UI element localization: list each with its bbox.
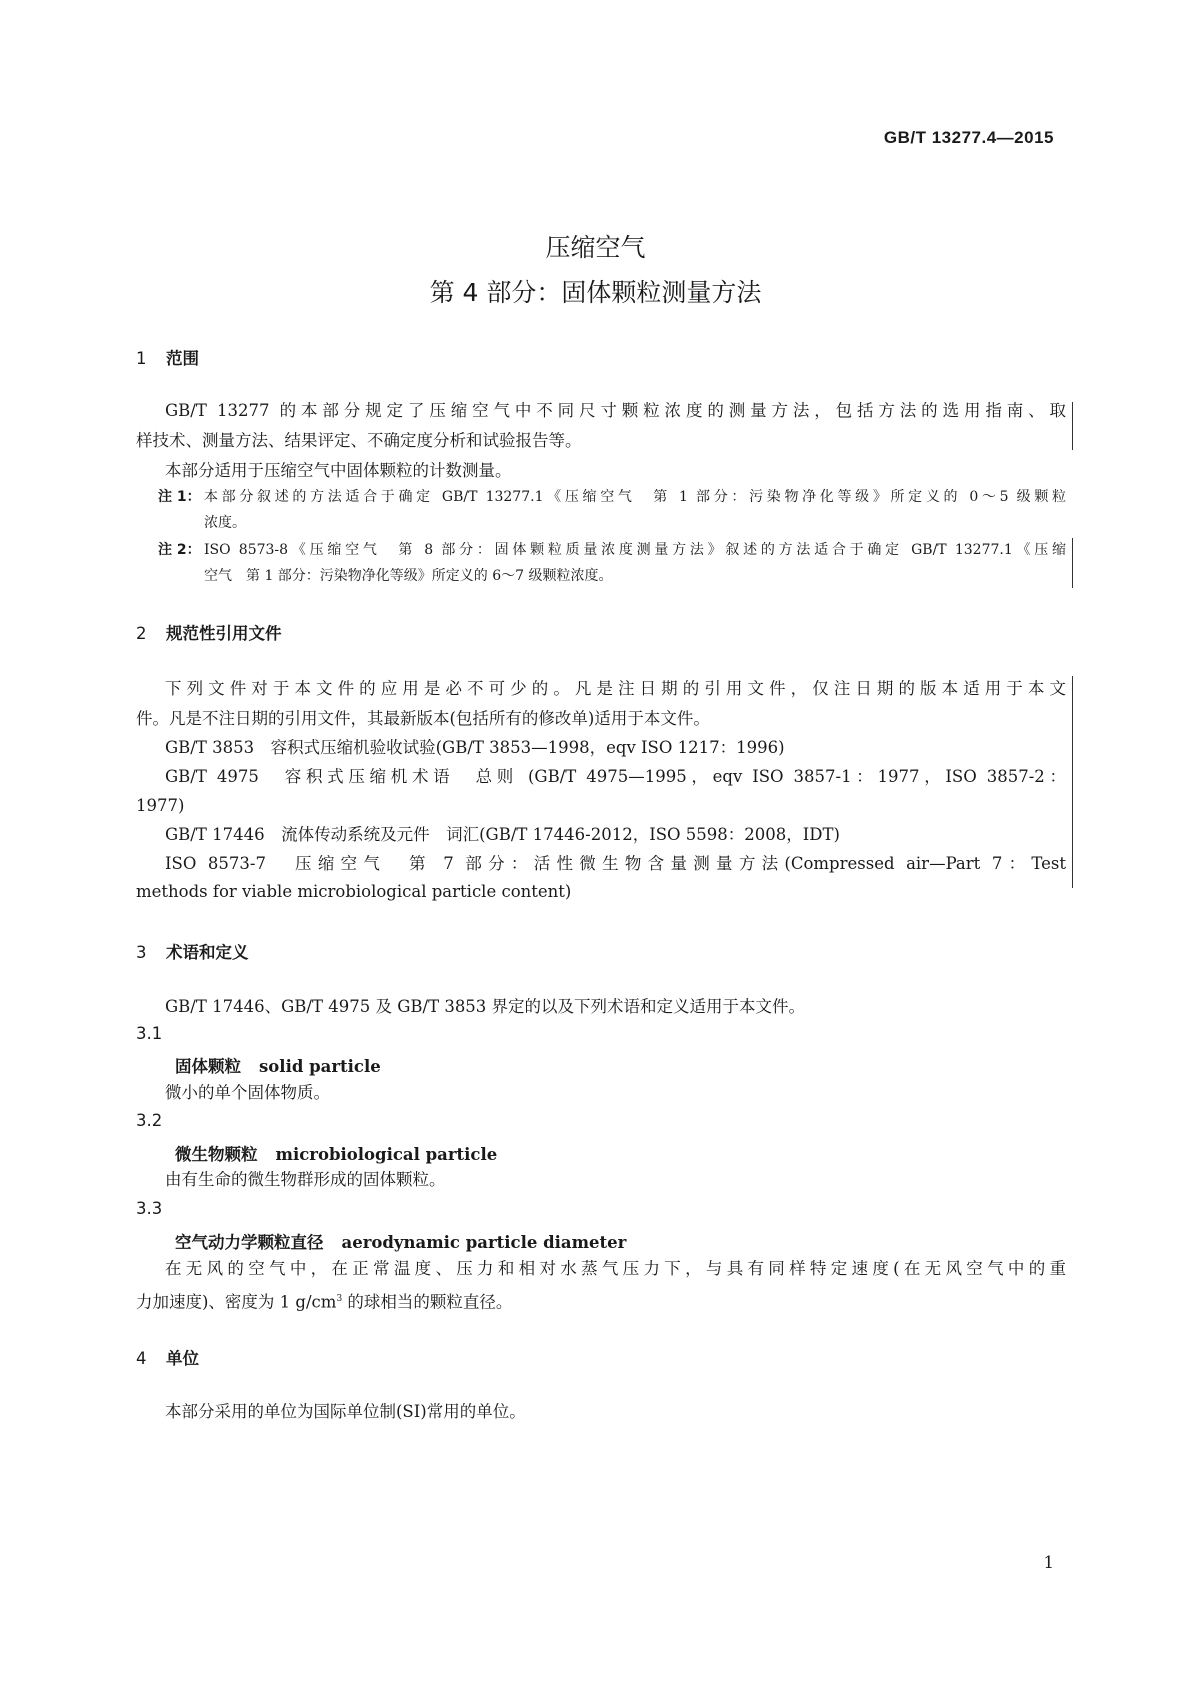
reference-item: GB/T 17446 流体传动系统及元件 词汇(GB/T 17446-2012，ISO 5598：2008，IDT) bbox=[165, 825, 840, 844]
page-number: 1 bbox=[1043, 1553, 1054, 1572]
change-bar bbox=[1072, 402, 1073, 450]
term-definition: 微小的单个固体物质。 bbox=[165, 1083, 330, 1102]
section-3-heading bbox=[136, 939, 249, 963]
term-entry bbox=[175, 1229, 626, 1253]
term-en: solid particle bbox=[259, 1057, 381, 1076]
note-label: 注 2： bbox=[158, 542, 201, 558]
term-definition: 由有生命的微生物群形成的固体颗粒。 bbox=[165, 1170, 446, 1189]
reference-item: methods for viable microbiological particle content) bbox=[136, 882, 572, 901]
standard-number: GB/T 13277.4—2015 bbox=[883, 128, 1054, 147]
term-entry bbox=[175, 1141, 497, 1165]
section-title: 术语和定义 bbox=[166, 943, 249, 962]
section-4-heading bbox=[136, 1345, 199, 1369]
term-zh: 空气动力学颗粒直径 bbox=[175, 1233, 324, 1252]
section-number: 4 bbox=[136, 1349, 147, 1368]
reference-item: GB/T 4975 容积式压缩机术语 总则 (GB/T 4975—1995，eqv ISO 3857-1：1977，ISO 3857-2： bbox=[165, 767, 1066, 786]
reference-item: GB/T 3853 容积式压缩机验收试验(GB/T 3853—1998，eqv ISO 1217：1996) bbox=[165, 738, 785, 757]
clause-number: 3.3 bbox=[136, 1199, 163, 1218]
term-en: aerodynamic particle diameter bbox=[341, 1233, 627, 1252]
term-definition: 力加速度)、密度为 1 $g/cm^3$ 的球相当的颗粒直径。 bbox=[136, 1292, 513, 1312]
paragraph: GB/T 13277 的本部分规定了压缩空气中不同尺寸颗粒浓度的测量方法，包括方法的选用指南、取 bbox=[165, 401, 1066, 420]
paragraph: GB/T 17446、GB/T 4975 及 GB/T 3853 界定的以及下列术语和定义适用于本文件。 bbox=[165, 997, 806, 1016]
change-bar bbox=[1072, 676, 1073, 888]
term-zh: 微生物颗粒 bbox=[175, 1145, 258, 1164]
paragraph: 样技术、测量方法、结果评定、不确定度分析和试验报告等。 bbox=[136, 431, 582, 450]
section-2-heading bbox=[136, 620, 282, 644]
clause-number: 3.1 bbox=[136, 1024, 163, 1043]
term-zh: 固体颗粒 bbox=[175, 1057, 241, 1076]
section-title: 范围 bbox=[166, 349, 199, 368]
note-text: 浓度。 bbox=[204, 515, 246, 531]
note-text: 本部分叙述的方法适合于确定 GB/T 13277.1《压缩空气 第 1 部分：污染物净化等级》所定义的 0～5 级颗粒 bbox=[204, 489, 1066, 505]
paragraph: 下列文件对于本文件的应用是必不可少的。凡是注日期的引用文件，仅注日期的版本适用于本文 bbox=[165, 679, 1066, 698]
paragraph: 件。凡是不注日期的引用文件，其最新版本(包括所有的修改单)适用于本文件。 bbox=[136, 709, 710, 728]
section-number: 1 bbox=[136, 349, 147, 368]
term-en: microbiological particle bbox=[275, 1145, 498, 1164]
document-title: 压缩空气 bbox=[545, 233, 646, 262]
section-number: 3 bbox=[136, 943, 147, 962]
section-1-heading bbox=[136, 345, 199, 369]
paragraph: 本部分采用的单位为国际单位制(SI)常用的单位。 bbox=[165, 1402, 526, 1421]
note-text: 空气 第 1 部分：污染物净化等级》所定义的 6～7 级颗粒浓度。 bbox=[204, 568, 613, 584]
reference-item: ISO 8573-7 压缩空气 第 7 部分：活性微生物含量测量方法(Compressed air—Part 7：Test bbox=[165, 854, 1066, 873]
section-title: 规范性引用文件 bbox=[166, 624, 282, 643]
term-definition: 在无风的空气中，在正常温度、压力和相对水蒸气压力下，与具有同样特定速度(在无风空气中的重 bbox=[165, 1259, 1066, 1278]
note-label: 注 1： bbox=[158, 489, 201, 505]
term-entry bbox=[175, 1053, 381, 1077]
paragraph: 本部分适用于压缩空气中固体颗粒的计数测量。 bbox=[165, 461, 512, 480]
clause-number: 3.2 bbox=[136, 1111, 163, 1130]
document-subtitle: 第 4 部分：固体颗粒测量方法 bbox=[429, 278, 762, 307]
section-number: 2 bbox=[136, 624, 147, 643]
section-title: 单位 bbox=[166, 1349, 199, 1368]
note-text: ISO 8573-8《压缩空气 第 8 部分：固体颗粒质量浓度测量方法》叙述的方法适合于确定 GB/T 13277.1《压缩 bbox=[204, 542, 1066, 558]
change-bar bbox=[1072, 538, 1073, 588]
reference-item: 1977) bbox=[136, 796, 185, 815]
